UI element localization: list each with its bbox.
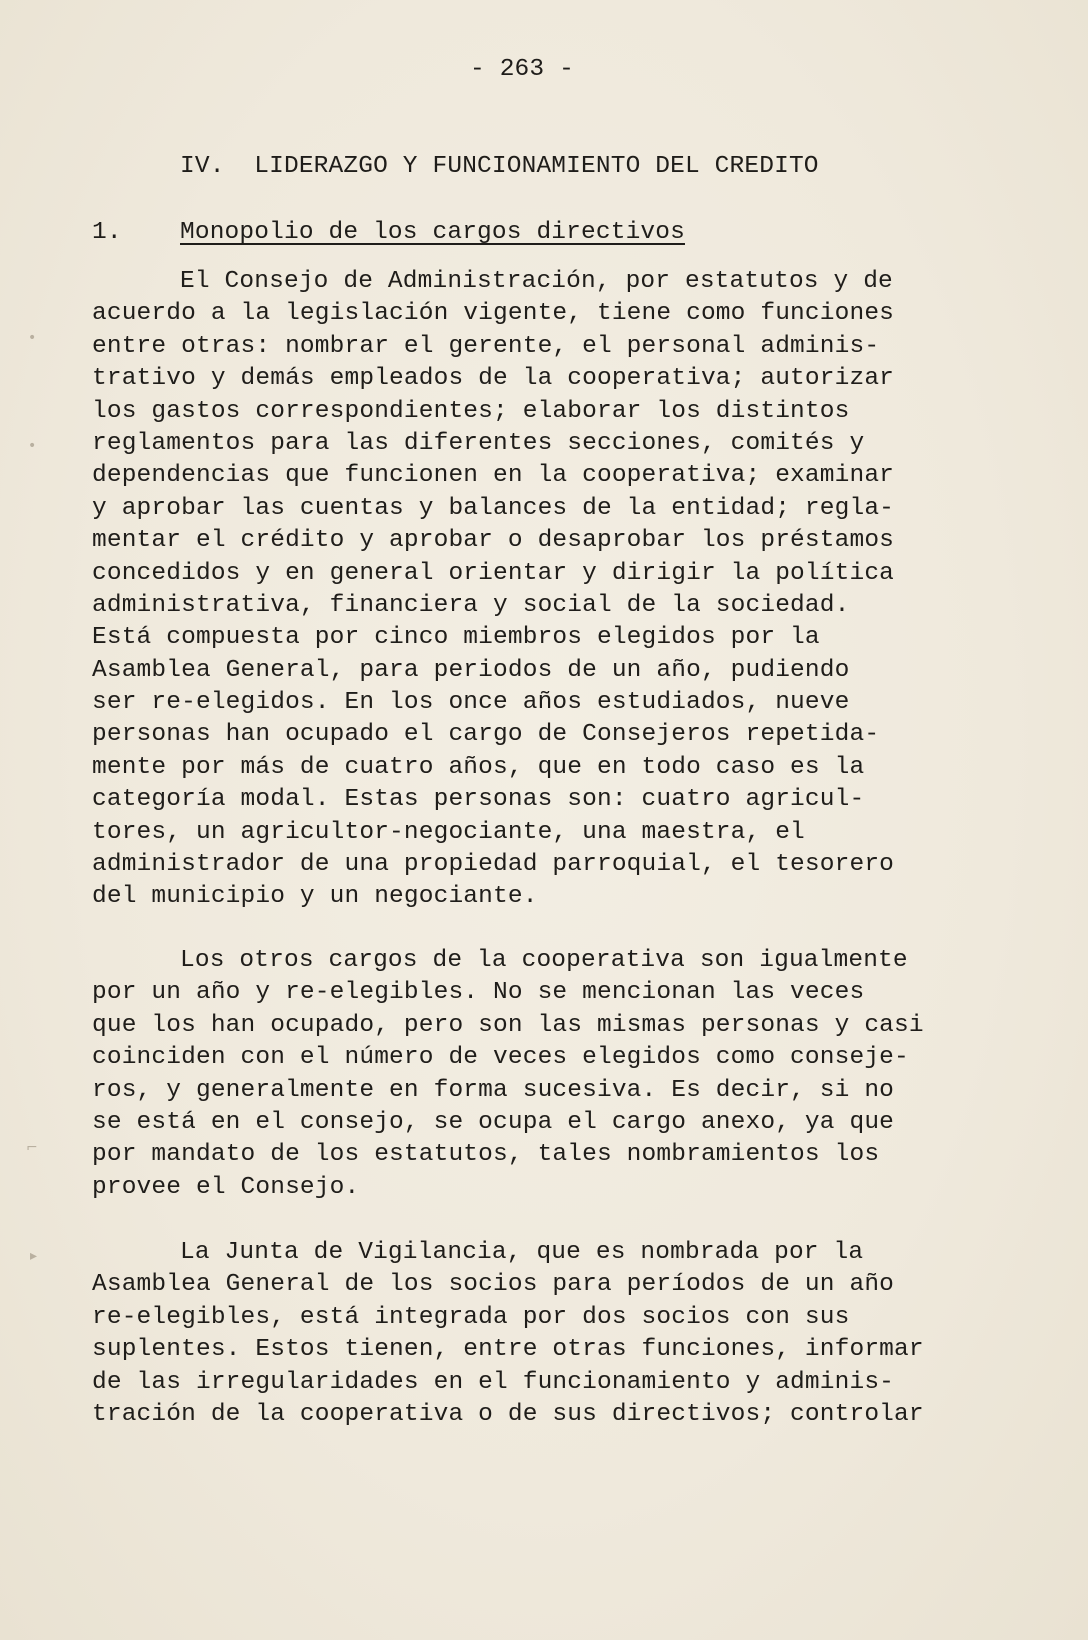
paragraph-line: re-elegibles, está integrada por dos socios con sus	[92, 1303, 850, 1331]
page-number: - 263 -	[470, 56, 574, 83]
paragraph-line: Está compuesta por cinco miembros elegidos por la	[92, 624, 820, 652]
section-number: 1.	[92, 219, 122, 246]
paragraph-line: y aprobar las cuentas y balances de la entidad; regla-	[92, 494, 895, 522]
paragraph-line: ser re-elegidos. En los once años estudiados, nueve	[92, 689, 850, 717]
paragraph-junta-vigilancia	[92, 1237, 992, 1431]
paragraph-line: La Junta de Vigilancia, que es nombrada por la	[180, 1239, 864, 1266]
paragraph-line: personas han ocupado el cargo de Consejeros repetida-	[92, 721, 880, 749]
paragraph-line: ros, y generalmente en forma sucesiva. Es decir, si no	[92, 1076, 895, 1104]
paragraph-line: reglamentos para las diferentes secciones, comités y	[92, 429, 865, 457]
binding-dot-icon: ⌐	[26, 1140, 38, 1156]
chapter-heading: IV. LIDERAZGO Y FUNCIONAMIENTO DEL CREDITO	[180, 153, 819, 180]
paragraph-line: Asamblea General, para periodos de un año, pudiendo	[92, 656, 850, 684]
binding-dot-icon: •	[28, 330, 37, 346]
paragraph-line: tración de la cooperativa o de sus directivos; controlar	[92, 1400, 924, 1428]
binding-dot-icon: ▸	[30, 1248, 38, 1264]
paragraph-line: suplentes. Estos tienen, entre otras funciones, informar	[92, 1336, 924, 1364]
paragraph-line: los gastos correspondientes; elaborar los distintos	[92, 397, 850, 425]
paragraph-otros-cargos	[92, 945, 992, 1204]
paragraph-line: administrador de una propiedad parroquial, el tesorero	[92, 851, 895, 879]
section-title: Monopolio de los cargos directivos	[180, 219, 685, 246]
paragraph-line: acuerdo a la legislación vigente, tiene como funciones	[92, 300, 895, 328]
paragraph-line: coinciden con el número de veces elegidos como conseje-	[92, 1044, 909, 1072]
paragraph-line: categoría modal. Estas personas son: cuatro agricul-	[92, 786, 865, 814]
paragraph-line: mente por más de cuatro años, que en todo caso es la	[92, 753, 865, 781]
paragraph-line: Asamblea General de los socios para períodos de un año	[92, 1271, 895, 1299]
paragraph-consejo	[92, 266, 992, 914]
paragraph-line: de las irregularidades en el funcionamiento y adminis-	[92, 1368, 895, 1396]
paragraph-line: El Consejo de Administración, por estatutos y de	[180, 268, 893, 295]
binding-dot-icon: •	[28, 438, 37, 454]
paragraph-line: mentar el crédito y aprobar o desaprobar los préstamos	[92, 527, 895, 555]
paragraph-line: provee el Consejo.	[92, 1173, 360, 1201]
paragraph-line: entre otras: nombrar el gerente, el personal adminis-	[92, 332, 880, 360]
paragraph-line: por un año y re-elegibles. No se mencionan las veces	[92, 979, 865, 1007]
paragraph-line: se está en el consejo, se ocupa el cargo anexo, ya que	[92, 1108, 895, 1136]
paragraph-line: tores, un agricultor-negociante, una maestra, el	[92, 818, 805, 846]
paragraph-line: concedidos y en general orientar y dirigir la política	[92, 559, 895, 587]
paragraph-line: por mandato de los estatutos, tales nombramientos los	[92, 1141, 880, 1169]
paragraph-line: dependencias que funcionen en la cooperativa; examinar	[92, 462, 895, 490]
paragraph-line: Los otros cargos de la cooperativa son igualmente	[180, 947, 908, 974]
paragraph-line: del municipio y un negociante.	[92, 883, 538, 911]
paragraph-line: que los han ocupado, pero son las mismas personas y casi	[92, 1011, 924, 1039]
paragraph-line: trativo y demás empleados de la cooperativa; autorizar	[92, 365, 895, 393]
paragraph-line: administrativa, financiera y social de la sociedad.	[92, 591, 850, 619]
